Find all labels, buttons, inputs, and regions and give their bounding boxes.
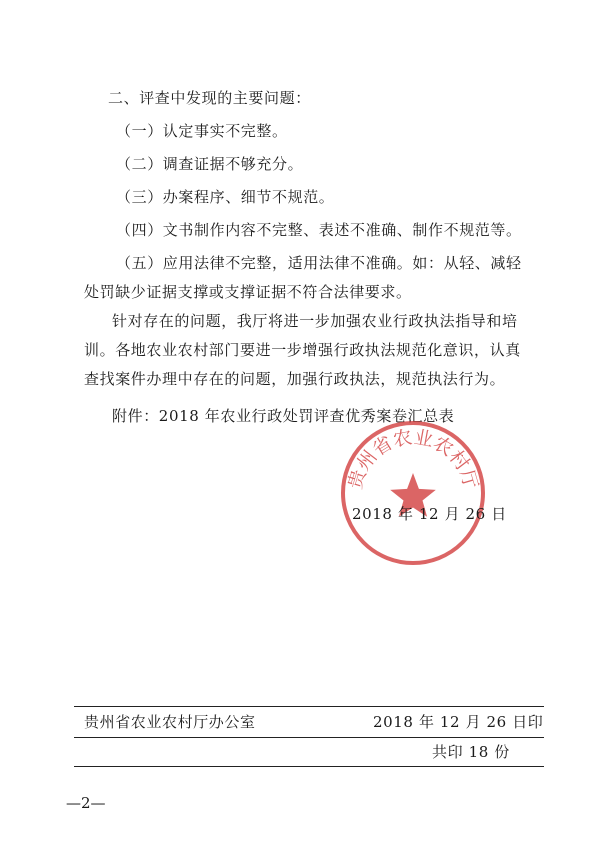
problem-item-5-continued: 处罚缺少证据支撑或支撑证据不符合法律要求。 (84, 283, 412, 301)
footer-bottom-rule (74, 766, 544, 767)
document-date: 2018 年 12 月 26 日 (352, 505, 507, 523)
problem-item-2: （二）调查证据不够充分。 (116, 155, 304, 173)
footer-top-rule (74, 706, 544, 707)
print-date: 2018 年 12 月 26 日印 (373, 713, 544, 731)
issuing-office: 贵州省农业农村厅办公室 (84, 713, 256, 731)
attachment-note: 附件：2018 年农业行政处罚评查优秀案卷汇总表 (112, 407, 455, 425)
problem-item-3: （三）办案程序、细节不规范。 (116, 188, 335, 206)
paragraph-line-2: 训。各地农业农村部门要进一步增强行政执法规范化意识，认真 (84, 341, 521, 359)
section-heading: 二、评查中发现的主要问题： (108, 89, 311, 107)
problem-item-1: （一）认定事实不完整。 (116, 122, 288, 140)
problem-item-4: （四）文书制作内容不完整、表述不准确、制作不规范等。 (116, 221, 522, 239)
paragraph-line-3: 查找案件办理中存在的问题，加强行政执法，规范执法行为。 (84, 370, 506, 388)
page-number: —2— (66, 794, 106, 812)
copies-count: 共印 18 份 (432, 743, 510, 761)
footer-middle-rule (74, 737, 544, 738)
official-seal (338, 418, 488, 568)
problem-item-5: （五）应用法律不完整，适用法律不准确。如：从轻、减轻 (116, 254, 522, 272)
seal-text: 贵州省农业农村厅 (344, 426, 482, 492)
paragraph-line-1: 针对存在的问题，我厅将进一步加强农业行政执法指导和培 (112, 312, 518, 330)
